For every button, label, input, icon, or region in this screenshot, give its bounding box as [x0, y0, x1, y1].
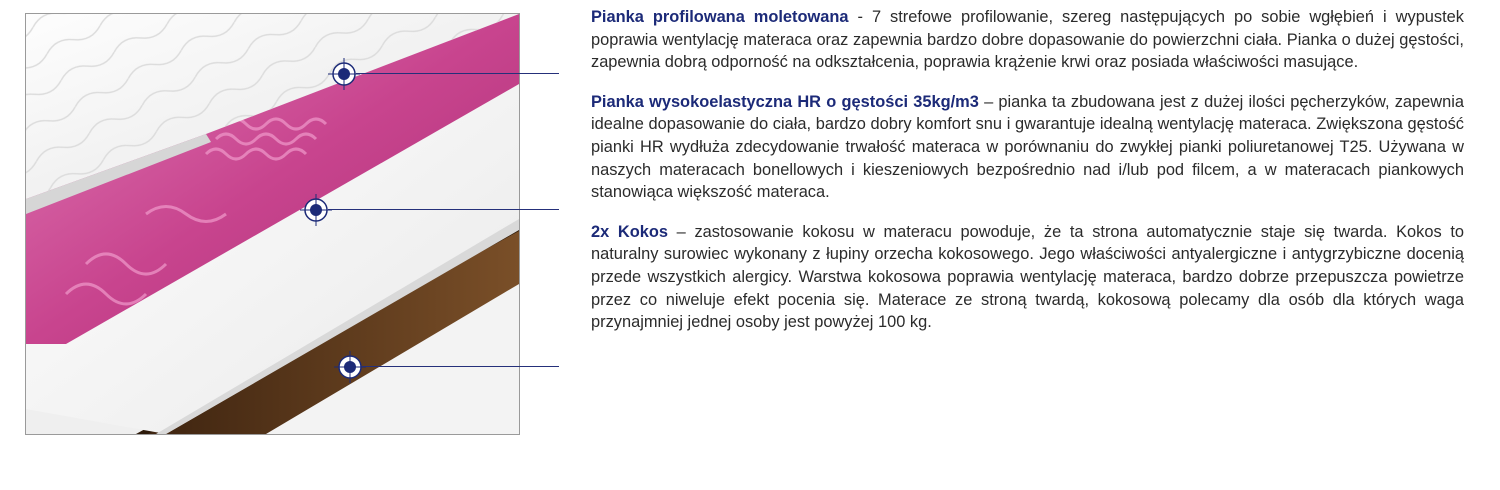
leader-line-middle — [328, 209, 559, 210]
layer-text: – zastosowanie kokosu w materacu powoduje, że ta strona automatycznie staje się twarda. Kokos to naturalny surowiec wykonany z łupiny orzecha kokosowego. Jego właściwości antyalergiczne i antygrzybiczne docenią przede wszystkich alergicy. Warstwa kokosowa poprawia wentylację materaca, bardzo dobrze przepuszcza powietrze przez co niweluje efekt pocenia się. Materace ze stroną twardą, kokosową polecamy dla osób dla których waga przynajmniej jednej osoby jest powyżej 100 kg. — [591, 222, 1464, 332]
layer-term: Pianka wysokoelastyczna HR o gęstości 35kg/m3 — [591, 92, 979, 111]
layer-term: Pianka profilowana moletowana — [591, 8, 849, 26]
layer-text: – pianka ta zbudowana jest z dużej ilości pęcherzyków, zapewnia idealne dopasowanie do ciała, bardzo dobry komfort snu i gwarantuje idealną wentylację materaca. Zwiększona gęstość pianki HR wydłuża zdecydowanie trwałość materaca w porównaniu do zwykłej pianki poliuretanowej T25. Używana w naszych materacach bonellowych i kieszeniowych bezpośrednio nad i/lub pod filcem, a w materacach piankowych stanowiąca większość materaca. — [591, 92, 1464, 202]
leader-line-top — [356, 73, 559, 74]
mattress-layers-illustration — [25, 13, 520, 435]
layer-descriptions — [591, 6, 1464, 334]
layer-description-hr-foam — [591, 91, 1464, 204]
layer-term: 2x Kokos — [591, 222, 668, 241]
layer-description-profiled-foam — [591, 6, 1464, 74]
layer-text: - 7 strefowe profilowanie, szereg następujących po sobie wgłębień i wypustek poprawia wentylację materaca oraz zapewnia bardzo dobre dopasowanie do powierzchni ciała. Pianka o dużej gęstości, zapewnia dobrą odporność na odkształcenia, poprawia krążenie krwi oraz posiada właściwości masujące. — [591, 8, 1464, 72]
leader-line-bottom — [362, 366, 559, 367]
layer-description-coconut — [591, 221, 1464, 334]
